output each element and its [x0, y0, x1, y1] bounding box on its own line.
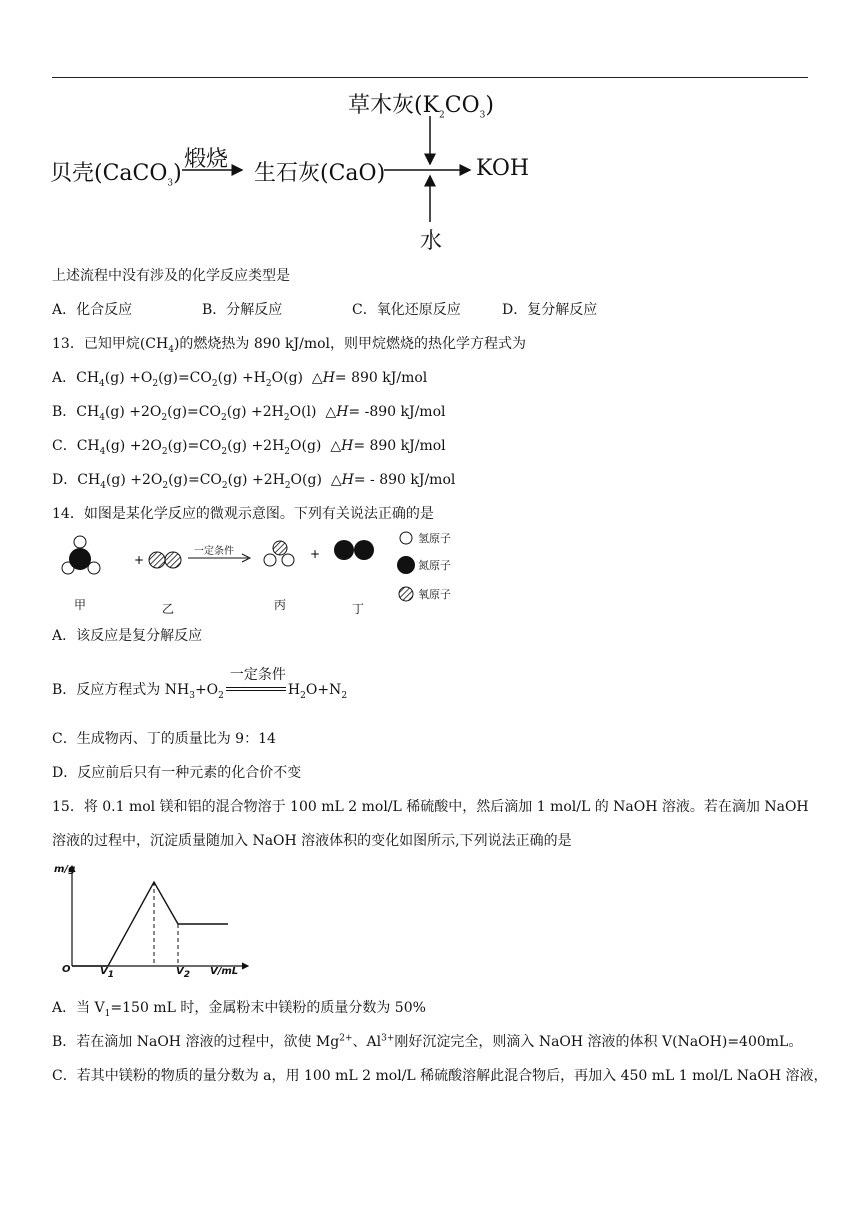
q14-option-a[interactable]: A．该反应是复分解反应	[52, 628, 203, 644]
q12-option-c[interactable]: C．氧化还原反应	[352, 302, 461, 318]
opt-eq3: (g) +H	[217, 370, 266, 386]
precipitate-graph	[56, 860, 256, 982]
opt-dh: = 890 kJ/mol	[334, 370, 428, 386]
opt-eq2: (g)=CO	[167, 438, 222, 454]
sub2: 2	[218, 690, 224, 701]
opt-label: A．	[52, 370, 77, 386]
label-jia: 甲	[74, 598, 87, 612]
header-rule	[52, 77, 808, 78]
ash-text: 草木灰(K	[348, 93, 440, 118]
optB-end: O+N	[305, 682, 342, 698]
molecule-art	[56, 528, 476, 620]
opt-eq: (g) +2O	[105, 438, 162, 454]
sub2: 2	[161, 412, 168, 423]
h-symbol: H	[341, 472, 354, 488]
opt-eq2: (g)=CO	[158, 370, 212, 386]
condition-label: 一定条件	[194, 546, 234, 557]
sub2c: 2	[284, 446, 291, 457]
graph-ylabel: m/g	[54, 864, 76, 875]
legend-o-label: 氧原子	[418, 588, 451, 601]
eq-line-1	[226, 687, 286, 688]
sub2b: 2	[300, 690, 306, 701]
q13-stem-a: 13．已知甲烷(CH	[52, 336, 169, 352]
shell-sub: 3	[167, 178, 174, 189]
graph-v1	[100, 966, 115, 980]
graph-xlabel: V/mL	[210, 966, 239, 977]
opt-label: C．	[52, 438, 77, 454]
sub2b: 2	[220, 412, 227, 423]
sub2c: 2	[283, 412, 290, 423]
opt-ch: CH	[76, 404, 100, 420]
opt-eq3: (g) +2H	[227, 472, 285, 488]
shell-text: 贝壳(CaCO	[50, 161, 168, 186]
legend-n-label: 氮原子	[418, 559, 451, 572]
sub2c: 2	[284, 480, 291, 491]
opt-eq: (g) +O	[104, 370, 153, 386]
q14-option-b[interactable]	[52, 667, 348, 701]
legend-n-icon	[397, 556, 415, 574]
optB-pre: B．反应方程式为 NH	[52, 682, 190, 698]
v1-sub: 1	[107, 970, 115, 980]
opt-eq4: O(g)	[271, 370, 303, 386]
q14-option-c[interactable]: C．生成物丙、丁的质量比为 9：14	[52, 731, 276, 747]
delta-sign: △	[330, 472, 342, 488]
ash-sub2: 3	[479, 110, 486, 121]
molecule-yi	[149, 552, 181, 568]
sub4: 4	[99, 378, 105, 389]
optA-pre: A．当 V	[52, 1000, 105, 1016]
optB-mid: +O	[194, 682, 219, 698]
sub2: 2	[161, 446, 168, 457]
v2-sub: 2	[183, 970, 191, 980]
q12-stem: 上述流程中没有涉及的化学反应类型是	[52, 268, 290, 284]
opt-eq4: O(g)	[290, 438, 322, 454]
q12-option-d[interactable]: D．复分解反应	[502, 302, 598, 318]
optB-post: H	[287, 682, 301, 698]
molecule-jia	[62, 536, 100, 574]
q15-line1: 15．将 0.1 mol 镁和铝的混合物溶于 100 mL 2 mol/L 稀硫酸中，然后滴加 1 mol/L 的 NaOH 溶液。若在滴加 NaOH	[52, 799, 809, 815]
opt-ch: CH	[77, 472, 101, 488]
q13-option-a[interactable]	[52, 368, 427, 388]
q14-stem: 14．如图是某化学反应的微观示意图。下列有关说法正确的是	[52, 506, 434, 522]
curve	[72, 882, 228, 966]
q13-option-c[interactable]	[52, 436, 446, 456]
opt-dh: = -890 kJ/mol	[348, 404, 446, 420]
sub4: 4	[100, 480, 106, 491]
plus-2: +	[310, 547, 321, 561]
sub3: 3	[189, 690, 195, 701]
graph-svg	[56, 860, 256, 982]
opt-eq: (g) +2O	[104, 404, 162, 420]
flow-arrows	[50, 84, 550, 254]
micro-diagram	[56, 528, 476, 620]
optB-a: B．若在滴加 NaOH 溶液的过程中，欲使 Mg	[52, 1034, 340, 1050]
product-label: KOH	[476, 156, 530, 181]
delta-sign: △	[325, 404, 337, 420]
opt-eq3: (g) +2H	[226, 404, 284, 420]
q13-option-d[interactable]	[52, 470, 455, 490]
q15-option-b[interactable]	[52, 1032, 802, 1052]
water-label: 水	[420, 229, 443, 254]
ash-end: )	[485, 93, 494, 118]
label-ding: 丁	[352, 602, 365, 616]
opt-eq4: O(g)	[290, 472, 322, 488]
opt-ch: CH	[76, 438, 100, 454]
h-symbol: H	[336, 404, 349, 420]
delta-sign: △	[311, 370, 323, 386]
sub2: 2	[162, 480, 169, 491]
molecule-bing	[264, 541, 294, 566]
h-symbol: H	[341, 438, 354, 454]
delta-sign: △	[330, 438, 342, 454]
q13-stem	[52, 334, 526, 354]
optB-c: 刚好沉淀完全，则滴入 NaOH 溶液的体积 V(NaOH)=400mL。	[394, 1034, 803, 1050]
ash-mid: CO	[444, 93, 480, 118]
sub2: 2	[152, 378, 159, 389]
opt-ch: CH	[76, 370, 100, 386]
calcine-label: 煅烧	[184, 147, 229, 172]
q12-option-a[interactable]: A．化合反应	[52, 302, 133, 318]
q13-stem-b: )的燃烧热为 890 kJ/mol，则甲烷燃烧的热化学方程式为	[173, 336, 527, 352]
optB-condition: 一定条件	[229, 667, 286, 683]
opt-dh: = - 890 kJ/mol	[353, 472, 456, 488]
sub4: 4	[99, 412, 105, 423]
opt-label: D．	[52, 472, 78, 488]
optA-sub: 1	[104, 1008, 111, 1019]
sub2b: 2	[221, 480, 228, 491]
lime-label: 生石灰(CaO)	[254, 161, 386, 186]
v1-text: V	[100, 966, 108, 977]
legend-h-icon	[400, 532, 412, 544]
eq-sign	[226, 667, 286, 697]
opt-eq2: (g)=CO	[167, 404, 221, 420]
legend-h-label: 氢原子	[418, 532, 451, 545]
q15-line2: 溶液的过程中，沉淀质量随加入 NaOH 溶液体积的变化如图所示,下列说法正确的是	[52, 833, 572, 849]
q15-option-a[interactable]	[52, 998, 426, 1018]
eq-line-2	[226, 690, 286, 691]
graph-origin: O	[62, 964, 71, 975]
sub2b: 2	[221, 446, 228, 457]
ash-sub: 2	[439, 110, 445, 121]
graph-v2	[176, 966, 191, 980]
opt-dh: = 890 kJ/mol	[353, 438, 446, 454]
q13-option-b[interactable]	[52, 402, 445, 422]
optB-sup2: 3+	[381, 1033, 395, 1044]
sub2b: 2	[211, 378, 218, 389]
legend-o-icon	[399, 587, 413, 601]
molecule-ding	[334, 540, 374, 560]
opt-label: B．	[52, 404, 77, 420]
opt-eq: (g) +2O	[105, 472, 163, 488]
optA-end: =150 mL 时，金属粉末中镁粉的质量分数为 50%	[110, 1000, 426, 1016]
q12-option-b[interactable]: B．分解反应	[202, 302, 283, 318]
q15-option-c[interactable]: C．若其中镁粉的物质的量分数为 a，用 100 mL 2 mol/L 稀硫酸溶解此混合物后，再加入 450 mL 1 mol/L NaOH 溶液，	[52, 1068, 828, 1084]
v2-text: V	[176, 966, 184, 977]
optB-b: 、Al	[352, 1034, 382, 1050]
q13-stem-sub: 4	[168, 344, 174, 355]
sub4: 4	[99, 446, 106, 457]
sub2c: 2	[265, 378, 272, 389]
shell-end: )	[173, 161, 182, 186]
sub2c: 2	[341, 690, 348, 701]
q14-option-d[interactable]: D．反应前后只有一种元素的化合价不变	[52, 765, 302, 781]
opt-eq2: (g)=CO	[168, 472, 222, 488]
label-yi: 乙	[162, 602, 175, 616]
h-symbol: H	[322, 370, 335, 386]
label-bing: 丙	[274, 598, 287, 612]
opt-eq3: (g) +2H	[227, 438, 285, 454]
flow-diagram	[50, 84, 550, 254]
plus-1: +	[134, 553, 145, 567]
optB-sup1: 2+	[339, 1033, 353, 1044]
opt-eq4: O(l)	[289, 404, 317, 420]
